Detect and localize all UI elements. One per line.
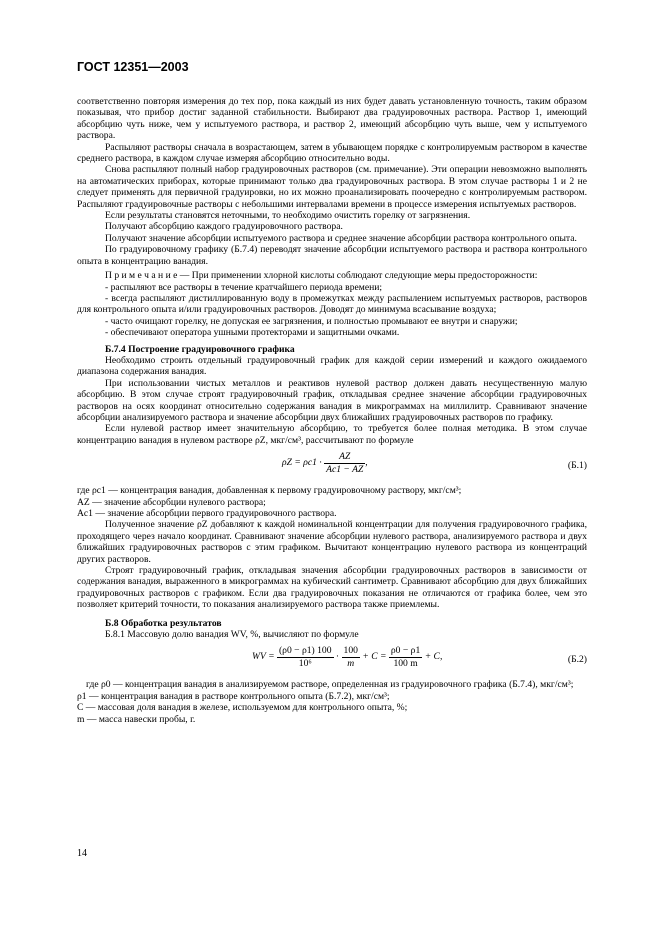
note-item: - обеспечивают оператора ушными протекторами и защитными очками.: [105, 327, 400, 339]
fraction-denominator: Ac1 − AZ: [326, 463, 364, 475]
paragraph: Снова распыляют полный набор градуировочных растворов (см. примечание). Эти операции невозможно выполнять на автоматических приборах, которые принимают только два градуировочных раствора. В этом случае растворы 1 и 2 не следует применять для первичной градуировки, но их можно проанализировать поочередно с контролируемым раствором. Распыляют градуировочные растворы с небольшими интервалами времени в процессе измерения испытуемых растворов.: [77, 164, 587, 210]
section-heading: Б.8 Обработка результатов: [105, 617, 222, 629]
legend-item: где ρ0 — концентрация ванадия в анализируемом растворе, определенная из градуировочного графика (Б.7.4), мкг/см³;: [86, 679, 574, 691]
legend: [77, 485, 587, 519]
equation-b1: ρZ = ρc1 · $\frac{AZ}{Ac1 - AZ}$ , (Б.1): [282, 451, 587, 475]
legend-item: ρ1 — концентрация ванадия в растворе контрольного опыта (Б.7.2), мкг/см³;: [77, 690, 390, 702]
note-item: - распыляют все растворы в течение кратчайшего периода времени;: [105, 281, 383, 293]
paragraph: соответственно повторяя измерения до тех пор, пока каждый из них будет давать установленную точность, таким образом показывая, что прибор достиг заданной стабильности. Выбирают два градуировочных раствора. Раствор 1, имеющий абсорбцию чуть ниже, чем у испытуемого раствора, и раствор 2, имеющий абсорбцию чуть выше, чем у испытуемого раствора.: [77, 96, 587, 142]
equation-number: (Б.2): [567, 654, 587, 666]
paragraph: По градуировочному графику (Б.7.4) переводят значение абсорбции испытуемого раствора и раствора контрольного опыта в концентрацию ванадия.: [77, 244, 587, 267]
legend-item: Ac1 — значение абсорбции первого градуировочного раствора.: [77, 508, 337, 519]
note-item: - всегда распыляют дистиллированную воду в промежутках между распылением испытуемых растворов, растворов для контрольного опыта и/или градуировочных растворов. Доводят до минимума всасывание воздуха;: [77, 292, 587, 316]
paragraph: Б.8.1 Массовую долю ванадия WV, %, вычисляют по формуле: [105, 629, 359, 641]
paragraph: Полученное значение ρZ добавляют к каждой номинальной концентрации для получения градуировочного графика, проходящего через начало координат. Сравнивают значение абсорбции нулевого раствора, анализируемого раствора и двух ближайших градуировочных растворов с этим графиком. Вычитают концентрацию нулевого раствора из концентраций других растворов.: [77, 519, 587, 565]
equation-number: (Б.1): [567, 460, 587, 472]
paragraph: Строят градуировочный график, откладывая значения абсорбции градуировочных растворов в зависимости от содержания ванадия, выраженного в микрограммах на кубический сантиметр. Сравнивают абсорбцию для двух ближайших градуировочных растворов с графиком. Если два градуировочных показания не отличаются от графика более, чем это позволяет критерий точности, то показания анализируемого раствора также приемлемы.: [77, 565, 587, 611]
fraction-numerator: ρ0 − ρ1: [390, 645, 421, 657]
legend: [77, 679, 587, 725]
equation-b2: WV = $\frac{(\rho 0 - \rho 1) 100}{\text{10⁶}}$ · $\frac{100}{m}$ + C = $\frac{\rho 0 - \rho 1}{100 m}$ + C, (Б.2): [252, 645, 587, 669]
legend-item: AZ — значение абсорбции нулевого раствора;: [77, 496, 266, 508]
paragraph: Если результаты становятся неточными, то необходимо очистить горелку от загрязнения.: [105, 210, 471, 222]
fraction: [389, 645, 422, 669]
equation-lhs: ρZ = ρc1 ·: [282, 457, 322, 469]
fraction-numerator: (ρ0 − ρ1) 100: [278, 645, 332, 657]
note-heading: П р и м е ч а н и е — При применении хлорной кислоты соблюдают следующие меры предосторожности:: [105, 270, 538, 282]
legend-item: где ρc1 — концентрация ванадия, добавленная к первому градуировочному раствору, мкг/см³;: [77, 485, 462, 497]
equation-tail: + C,: [424, 651, 443, 663]
fraction-denominator: 100 m: [393, 657, 418, 669]
equation-mid: + C =: [362, 651, 387, 663]
page-number: 14: [77, 848, 87, 859]
paragraph: Получают значение абсорбции испытуемого раствора и среднее значение абсорбции раствора контрольного опыта.: [105, 232, 577, 244]
fraction: [324, 451, 365, 475]
paragraph: Необходимо строить отдельный градуировочный график для каждой серии измерений и каждого ожидаемого диапазона содержания ванадия.: [77, 354, 587, 378]
paragraph: Распыляют растворы сначала в возрастающем, затем в убывающем порядке с контролируемым раствором в качестве среднего раствора, в каждом случае измеряя абсорбцию относительно воды.: [77, 141, 587, 165]
document-body: [77, 96, 587, 725]
paragraph: Получают абсорбцию каждого градуировочного раствора.: [105, 221, 343, 233]
legend-item: C — массовая доля ванадия в железе, используемом для контрольного опыта, %;: [77, 702, 408, 714]
fraction-numerator: AZ: [324, 451, 365, 463]
standard-header: ГОСТ 12351—2003: [77, 60, 189, 74]
paragraph: При использовании чистых металлов и реактивов нулевой раствор должен давать несущественную малую абсорбцию. В этом случае строят градуировочный график, откладывая среднее значение абсорбции градуировочных растворов на осях координат относительно содержания ванадия в микрограммах на миллилитр. Сравнивают значение абсорбции анализируемого раствора и значение абсорбции двух ближайших градуировочных растворов по графику.: [77, 377, 587, 423]
fraction-denominator: 10⁶: [298, 657, 312, 669]
paragraph: Если нулевой раствор имеет значительную абсорбцию, то требуется более полная методика. В этом случае концентрацию ванадия в нулевом растворе ρZ, мкг/см³, рассчитывают по формуле: [77, 423, 587, 446]
fraction-numerator: 100: [343, 645, 358, 657]
fraction-denominator: m: [347, 657, 355, 669]
equation-lhs: WV =: [252, 651, 275, 663]
fraction: [342, 645, 360, 669]
legend-item: m — масса навески пробы, г.: [77, 713, 196, 725]
fraction: [277, 645, 334, 669]
note-item: - часто очищают горелку, не допуская ее загрязнения, и полностью промывают ее внутри и снаружи;: [105, 315, 518, 327]
section-heading: Б.7.4 Построение градуировочного графика: [105, 343, 295, 355]
